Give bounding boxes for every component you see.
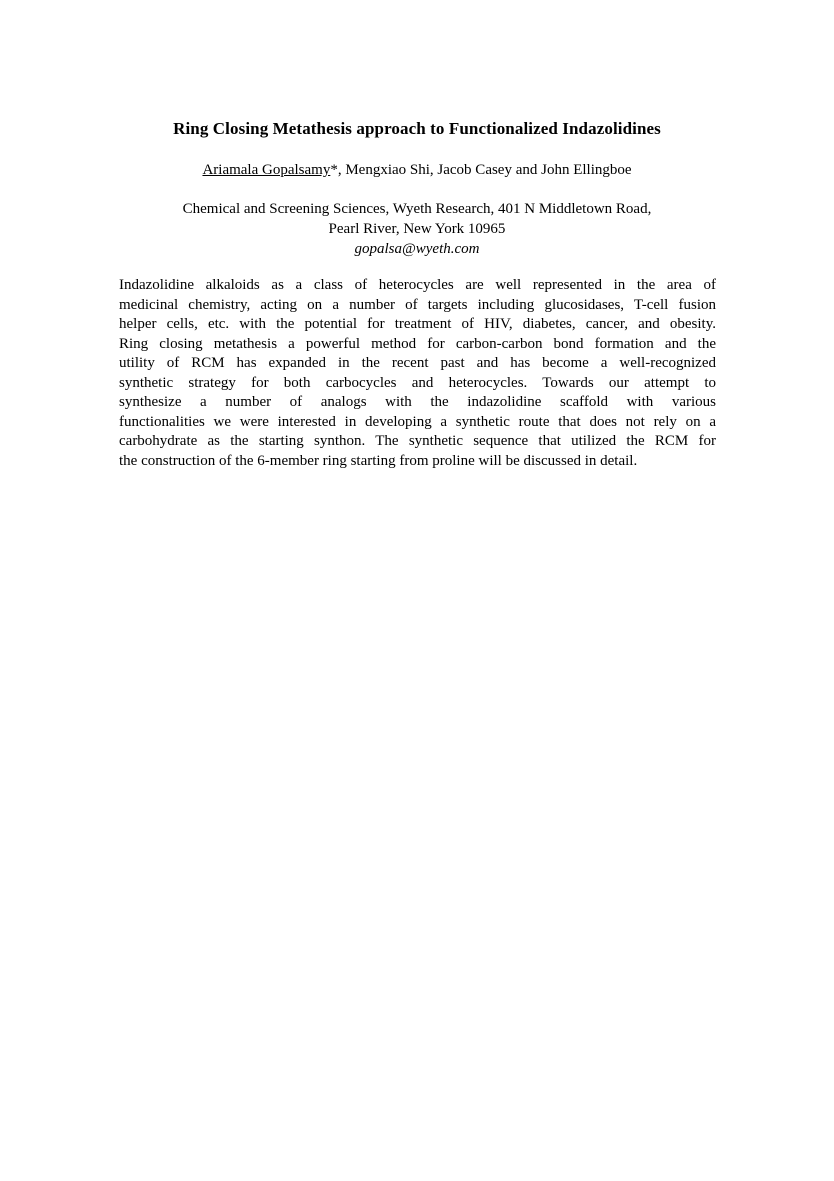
affiliation-line-1: Chemical and Screening Sciences, Wyeth Research, 401 N Middletown Road, <box>182 201 652 217</box>
paper-title: Ring Closing Metathesis approach to Functionalized Indazolidines <box>173 119 661 138</box>
abstract-line: medicinal chemistry, acting on a number of targets including glucosidases, T-cell fusion <box>119 296 716 313</box>
affiliation-block <box>0 199 834 259</box>
presenting-author: Ariamala Gopalsamy <box>202 162 331 178</box>
abstract-line: carbohydrate as the starting synthon. The synthetic sequence that utilized the RCM for <box>119 433 716 449</box>
abstract-line: Indazolidine alkaloids as a class of heterocycles are well represented in the area of <box>119 277 716 293</box>
abstract-paragraph <box>119 276 716 471</box>
abstract-line: utility of RCM has expanded in the recent past and has become a well-recognized <box>119 355 716 371</box>
contact-email: gopalsa@wyeth.com <box>354 241 480 257</box>
abstract-line: the construction of the 6-member ring starting from proline will be discussed in detail. <box>119 452 638 469</box>
co-authors: *, Mengxiao Shi, Jacob Casey and John Ellingboe <box>330 162 632 178</box>
abstract-line: helper cells, etc. with the potential for treatment of HIV, diabetes, cancer, and obesity. <box>119 316 716 332</box>
abstract-line: functionalities we were interested in developing a synthetic route that does not rely on a <box>119 413 716 430</box>
abstract-line: synthetic strategy for both carbocycles and heterocycles. Towards our attempt to <box>119 374 716 391</box>
abstract-line: synthesize a number of analogs with the indazolidine scaffold with various <box>119 394 716 410</box>
affiliation-line-2: Pearl River, New York 10965 <box>328 221 506 237</box>
author-list <box>0 162 834 179</box>
abstract-line: Ring closing metathesis a powerful method for carbon-carbon bond formation and the <box>119 335 716 352</box>
